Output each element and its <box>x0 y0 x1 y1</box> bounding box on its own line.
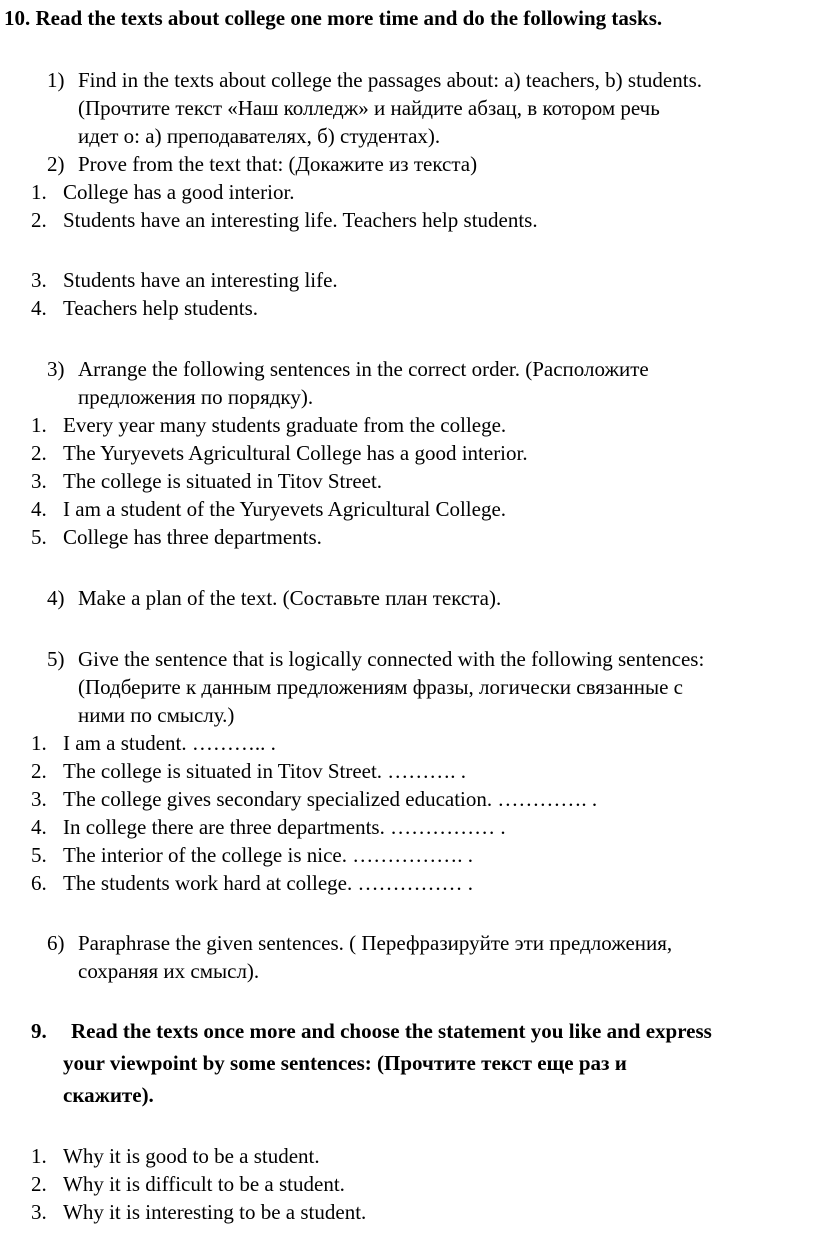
task-2-item-text: Students have an interesting life. <box>63 268 338 292</box>
task-6-line-1: Paraphrase the given sentences. ( Перефразируйте эти предложения, <box>78 931 673 955</box>
final-item-text: Why it is interesting to be a student. <box>63 1200 367 1224</box>
task-3-item-text: The college is situated in Titov Street. <box>63 469 383 493</box>
task-5-item-text: The students work hard at college. …………… . <box>63 871 473 895</box>
final-item-number: 3. <box>31 1200 47 1224</box>
task-5-line-3: ними по смыслу.) <box>78 703 235 727</box>
task-2-number: 2) <box>47 152 65 176</box>
task-5-number: 5) <box>47 647 65 671</box>
task-5-item-text: The college gives secondary specialized education. …………. . <box>63 787 598 811</box>
task-1-number: 1) <box>47 68 65 92</box>
task-3-line-1: Arrange the following sentences in the correct order. (Расположите <box>78 357 649 381</box>
task-5-item-text: I am a student. ……….. . <box>63 731 276 755</box>
section-9-line-1: Read the texts once more and choose the statement you like and express <box>71 1019 712 1043</box>
task-5-line-1: Give the sentence that is logically connected with the following sentences: <box>78 647 705 671</box>
task-2-item-number: 4. <box>31 296 47 320</box>
task-2-item-text: Teachers help students. <box>63 296 259 320</box>
task-4-number: 4) <box>47 586 65 610</box>
section-9-line-2: your viewpoint by some sentences: (Прочтите текст еще раз и <box>63 1051 627 1075</box>
section-9-number: 9. <box>31 1019 47 1043</box>
task-5-item-text: The interior of the college is nice. ……………. . <box>63 843 473 867</box>
task-2-item-text: Students have an interesting life. Teachers help students. <box>63 208 538 232</box>
section-9-line-3: скажите). <box>63 1083 154 1107</box>
task-3-item-text: Every year many students graduate from the college. <box>63 413 507 437</box>
task-3-item-number: 2. <box>31 441 47 465</box>
task-2-item-text: College has a good interior. <box>63 180 295 204</box>
task-6-number: 6) <box>47 931 65 955</box>
task-3-line-2: предложения по порядку). <box>78 385 314 409</box>
task-3-item-number: 3. <box>31 469 47 493</box>
final-item-number: 2. <box>31 1172 47 1196</box>
task-3-item-text: I am a student of the Yuryevets Agricultural College. <box>63 497 507 521</box>
task-1-line-1: Find in the texts about college the passages about: a) teachers, b) students. <box>78 68 703 92</box>
task-4-text: Make a plan of the text. (Составьте план текста). <box>78 586 502 610</box>
task-3-item-text: College has three departments. <box>63 525 322 549</box>
task-6-line-2: сохраняя их смысл). <box>78 959 260 983</box>
task-2-item-number: 2. <box>31 208 47 232</box>
final-item-text: Why it is good to be a student. <box>63 1144 320 1168</box>
task-5-item-text: The college is situated in Titov Street. ………. . <box>63 759 467 783</box>
final-item-text: Why it is difficult to be a student. <box>63 1172 345 1196</box>
task-3-item-number: 4. <box>31 497 47 521</box>
task-1-line-2: (Прочтите текст «Наш колледж» и найдите абзац, в котором речь <box>78 96 660 120</box>
final-item-number: 1. <box>31 1144 47 1168</box>
task-5-item-number: 4. <box>31 815 47 839</box>
task-5-item-text: In college there are three departments. …………… . <box>63 815 506 839</box>
task-2-item-number: 3. <box>31 268 47 292</box>
task-5-item-number: 2. <box>31 759 47 783</box>
task-3-item-number: 1. <box>31 413 47 437</box>
task-5-item-number: 5. <box>31 843 47 867</box>
task-3-item-number: 5. <box>31 525 47 549</box>
task-3-item-text: The Yuryevets Agricultural College has a good interior. <box>63 441 528 465</box>
task-5-item-number: 6. <box>31 871 47 895</box>
task-2-text: Prove from the text that: (Докажите из текста) <box>78 152 478 176</box>
task-2-item-number: 1. <box>31 180 47 204</box>
task-5-item-number: 3. <box>31 787 47 811</box>
task-3-number: 3) <box>47 357 65 381</box>
task-5-line-2: (Подберите к данным предложениям фразы, логически связанные с <box>78 675 683 699</box>
section-10-heading: 10. Read the texts about college one more time and do the following tasks. <box>4 6 663 30</box>
task-1-line-3: идет о: а) преподавателях, б) студентах). <box>78 124 441 148</box>
task-5-item-number: 1. <box>31 731 47 755</box>
